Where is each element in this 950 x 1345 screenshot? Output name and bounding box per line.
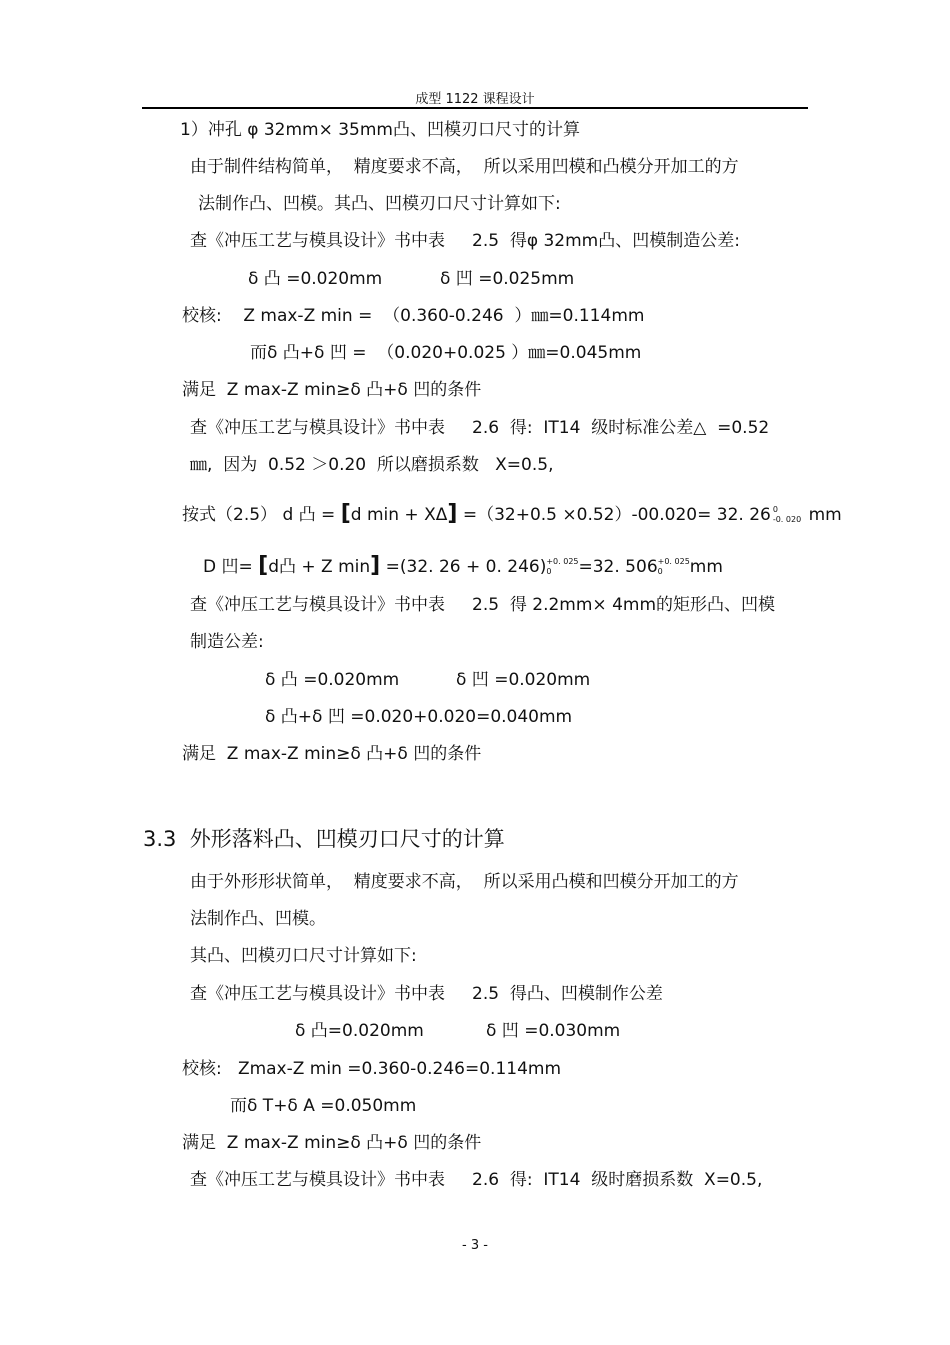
text-line: 由于制件结构简单， 精度要求不高， 所以采用凹模和凸模分开加工的方 bbox=[190, 157, 739, 177]
formula-d-sup: 0 bbox=[772, 505, 778, 514]
formula-D-sup1: +0. 025 bbox=[546, 557, 579, 566]
sum-2: δ 凸+δ 凹 =0.020+0.020=0.040mm bbox=[265, 707, 573, 727]
text-line: 1）冲孔 φ 32mm× 35mm凸、凹模刃口尺寸的计算 bbox=[180, 120, 580, 140]
text-line: 由于外形形状简单， 精度要求不高， 所以采用凸模和凹模分开加工的方 bbox=[190, 872, 739, 892]
bracket-left: [ bbox=[340, 501, 351, 526]
check-1: 校核: Z max-Z min = （0.360-0.246 ）㎜=0.114mm bbox=[182, 306, 645, 326]
text-line: 满足 Z max-Z min≥δ 凸+δ 凹的条件 bbox=[182, 1133, 482, 1153]
sum-1: 而δ 凸+δ 凹 = （0.020+0.025 ）㎜=0.045mm bbox=[250, 343, 642, 363]
tolerance-die-2: δ 凹 =0.020mm bbox=[456, 670, 591, 690]
formula-d-label: 按式（2.5） d 凸 = bbox=[182, 505, 336, 525]
text-line: 法制作凸、凹模。其凸、凹模刃口尺寸计算如下: bbox=[198, 194, 561, 214]
formula-D-unit: mm bbox=[689, 557, 723, 577]
bracket-left-2: [ bbox=[258, 553, 269, 578]
tolerance-die-3: δ 凹 =0.030mm bbox=[486, 1021, 621, 1041]
formula-d-mid: d min + XΔ bbox=[350, 505, 448, 525]
formula-d-punch bbox=[182, 500, 842, 526]
text-line: 其凸、凹模刃口尺寸计算如下: bbox=[190, 946, 417, 966]
text-line: 查《冲压工艺与模具设计》书中表 2.6 得: IT14 级时标准公差△ =0.52 bbox=[190, 418, 770, 438]
text-line: 查《冲压工艺与模具设计》书中表 2.5 得凸、凹模制作公差 bbox=[190, 984, 663, 1004]
formula-D-sup2: +0. 025 bbox=[657, 557, 690, 566]
formula-d-sub: -0. 020 bbox=[772, 515, 802, 524]
bracket-right-2: ] bbox=[370, 553, 381, 578]
sum-3: 而δ T+δ A =0.050mm bbox=[230, 1096, 417, 1116]
tolerance-die-1: δ 凹 =0.025mm bbox=[440, 269, 575, 289]
text-line: 法制作凸、凹模。 bbox=[190, 909, 326, 929]
formula-D-sub2: 0 bbox=[657, 567, 663, 576]
formula-D-sub1: 0 bbox=[546, 567, 552, 576]
section-heading: 3.3 外形落料凸、凹模刃口尺寸的计算 bbox=[143, 827, 505, 851]
header-rule bbox=[142, 107, 808, 109]
formula-D-mid: d凸 + Z min bbox=[268, 557, 371, 577]
text-line: 查《冲压工艺与模具设计》书中表 2.6 得: IT14 级时磨损系数 X=0.5, bbox=[190, 1170, 763, 1190]
formula-D-rest: =(32. 26 + 0. 246) bbox=[385, 557, 547, 577]
formula-d-rest: =（32+0.5 ×0.52）-00.020= 32. 26 bbox=[462, 505, 771, 525]
text-line: 满足 Z max-Z min≥δ 凸+δ 凹的条件 bbox=[182, 380, 482, 400]
formula-d-die bbox=[203, 552, 723, 578]
tolerance-punch-3: δ 凸=0.020mm bbox=[295, 1021, 424, 1041]
tolerance-punch-1: δ 凸 =0.020mm bbox=[248, 269, 383, 289]
text-line: 制造公差: bbox=[190, 632, 264, 652]
tolerance-punch-2: δ 凸 =0.020mm bbox=[265, 670, 400, 690]
formula-D-res: =32. 506 bbox=[578, 557, 658, 577]
page-header: 成型 1122 课程设计 bbox=[415, 92, 535, 107]
page-number: - 3 - bbox=[462, 1238, 488, 1253]
text-line: 查《冲压工艺与模具设计》书中表 2.5 得φ 32mm凸、凹模制造公差: bbox=[190, 231, 740, 251]
formula-D-label: D 凹= bbox=[203, 557, 253, 577]
formula-d-unit: mm bbox=[808, 505, 842, 525]
text-line: ㎜, 因为 0.52 ＞0.20 所以磨损系数 X=0.5, bbox=[190, 455, 554, 475]
check-3: 校核: Zmax-Z min =0.360-0.246=0.114mm bbox=[182, 1059, 562, 1079]
text-line: 查《冲压工艺与模具设计》书中表 2.5 得 2.2mm× 4mm的矩形凸、凹模 bbox=[190, 595, 776, 615]
bracket-right: ] bbox=[447, 501, 458, 526]
text-line: 满足 Z max-Z min≥δ 凸+δ 凹的条件 bbox=[182, 744, 482, 764]
